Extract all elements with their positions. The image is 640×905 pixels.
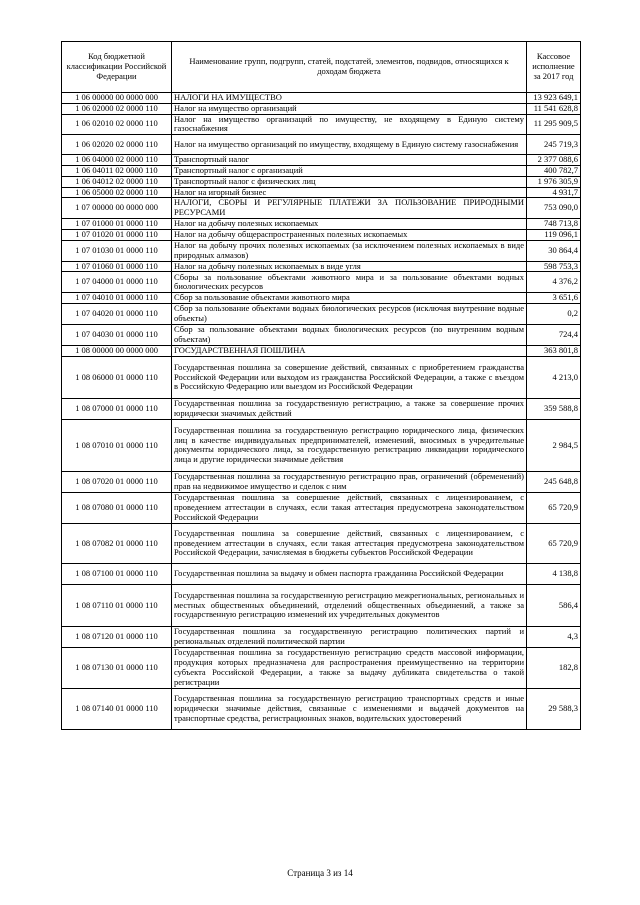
row-code: 1 08 07100 01 0000 110 (62, 563, 172, 584)
table-row (62, 584, 581, 626)
row-amount: 245 648,8 (527, 471, 581, 492)
row-amount: 65 720,9 (527, 523, 581, 563)
row-code: 1 07 04000 01 0000 110 (62, 272, 172, 293)
table-row (62, 240, 581, 261)
row-name: НАЛОГИ, СБОРЫ И РЕГУЛЯРНЫЕ ПЛАТЕЖИ ЗА ПОЛЬЗОВАНИЕ ПРИРОДНЫМИ РЕСУРСАМИ (172, 198, 527, 219)
row-amount: 13 923 649,1 (527, 93, 581, 104)
table-row (62, 419, 581, 471)
row-code: 1 06 04012 02 0000 110 (62, 176, 172, 187)
table-row (62, 103, 581, 114)
table-row (62, 398, 581, 419)
row-code: 1 08 07130 01 0000 110 (62, 647, 172, 688)
row-amount: 598 753,3 (527, 261, 581, 272)
row-amount: 119 096,1 (527, 229, 581, 240)
row-amount: 586,4 (527, 584, 581, 626)
row-name: Транспортный налог с организаций (172, 165, 527, 176)
row-name: Налог на игорный бизнес (172, 187, 527, 198)
row-amount: 29 588,3 (527, 688, 581, 729)
table-row (62, 688, 581, 729)
row-name: Сборы за пользование объектами животного мира и за пользование объектами водных биологических ресурсов (172, 272, 527, 293)
table-row (62, 93, 581, 104)
row-amount: 4 213,0 (527, 356, 581, 398)
row-name: Налог на имущество организаций (172, 103, 527, 114)
table-row (62, 261, 581, 272)
table-row (62, 114, 581, 135)
row-name: Государственная пошлина за совершение действий, связанных с приобретением гражданства Российской Федерации или выходом из гражданства Российской Федерации, а также с въездом в Российскую Федерацию или выездом из Российской Федерации (172, 356, 527, 398)
row-name: Сбор за пользование объектами животного мира (172, 293, 527, 304)
table-row (62, 356, 581, 398)
budget-revenue-table (61, 41, 581, 730)
row-name: Налог на добычу полезных ископаемых в виде угля (172, 261, 527, 272)
row-name: Налог на добычу полезных ископаемых (172, 218, 527, 229)
page-number: Страница 3 из 14 (287, 868, 353, 878)
row-amount: 753 090,0 (527, 198, 581, 219)
row-amount: 182,8 (527, 647, 581, 688)
row-amount: 359 588,8 (527, 398, 581, 419)
row-amount: 2 377 088,6 (527, 155, 581, 166)
row-amount: 400 782,7 (527, 165, 581, 176)
row-code: 1 08 07080 01 0000 110 (62, 492, 172, 523)
row-name: Государственная пошлина за государственную регистрацию транспортных средств и иные юридически значимые действия, связанные с изменениями и выдачей документов на транспортные средства, регистрационных знаков, водительских удостоверений (172, 688, 527, 729)
row-name: Налог на добычу общераспространенных полезных ископаемых (172, 229, 527, 240)
row-code: 1 08 07020 01 0000 110 (62, 471, 172, 492)
table-row (62, 647, 581, 688)
table-row (62, 176, 581, 187)
row-code: 1 08 07082 01 0000 110 (62, 523, 172, 563)
row-code: 1 08 07140 01 0000 110 (62, 688, 172, 729)
row-amount: 245 719,3 (527, 135, 581, 155)
table-row (62, 198, 581, 219)
row-name: Государственная пошлина за выдачу и обмен паспорта гражданина Российской Федерации (172, 563, 527, 584)
row-name: Государственная пошлина за государственную регистрацию политических партий и региональных отделений политической партии (172, 626, 527, 647)
row-code: 1 07 04020 01 0000 110 (62, 304, 172, 325)
row-code: 1 08 07110 01 0000 110 (62, 584, 172, 626)
table-row (62, 346, 581, 357)
row-code: 1 06 02000 02 0000 110 (62, 103, 172, 114)
row-name: Государственная пошлина за совершение действий, связанных с лицензированием, с проведением аттестации в случаях, если такая аттестация предусмотрена законодательством Российской Федерации (172, 492, 527, 523)
row-amount: 4 931,7 (527, 187, 581, 198)
row-code: 1 07 01030 01 0000 110 (62, 240, 172, 261)
row-code: 1 08 00000 00 0000 000 (62, 346, 172, 357)
row-amount: 3 651,6 (527, 293, 581, 304)
table-row (62, 135, 581, 155)
row-code: 1 07 04010 01 0000 110 (62, 293, 172, 304)
row-name: Государственная пошлина за государственную регистрацию юридического лица, физических лиц в качестве индивидуальных предпринимателей, изменений, вносимых в учредительные документы юридического лица, за государственную регистрацию ликвидации юридического лица и другие юридически значимые действия (172, 419, 527, 471)
row-amount: 30 864,4 (527, 240, 581, 261)
row-code: 1 06 02020 02 0000 110 (62, 135, 172, 155)
row-amount: 4,3 (527, 626, 581, 647)
row-code: 1 06 00000 00 0000 000 (62, 93, 172, 104)
table-row (62, 155, 581, 166)
row-name: Налог на имущество организаций по имуществу, входящему в Единую систему газоснабжения (172, 135, 527, 155)
header-amount: Кассовое исполнение за 2017 год (527, 42, 581, 93)
row-amount: 65 720,9 (527, 492, 581, 523)
row-name: Транспортный налог с физических лиц (172, 176, 527, 187)
row-name: Налог на имущество организаций по имуществу, не входящему в Единую систему газоснабжения (172, 114, 527, 135)
row-code: 1 07 00000 00 0000 000 (62, 198, 172, 219)
row-code: 1 06 04000 02 0000 110 (62, 155, 172, 166)
table-row (62, 523, 581, 563)
table-row (62, 165, 581, 176)
row-code: 1 06 05000 02 0000 110 (62, 187, 172, 198)
header-name: Наименование групп, подгрупп, статей, подстатей, элементов, подвидов, относящихся к доходам бюджета (172, 42, 527, 93)
header-code: Код бюджетной классификации Российской Федерации (62, 42, 172, 93)
row-name: ГОСУДАРСТВЕННАЯ ПОШЛИНА (172, 346, 527, 357)
row-name: Государственная пошлина за государственную регистрацию, а также за совершение прочих юридически значимых действий (172, 398, 527, 419)
row-amount: 4 376,2 (527, 272, 581, 293)
row-code: 1 07 04030 01 0000 110 (62, 325, 172, 346)
row-code: 1 07 01000 01 0000 110 (62, 218, 172, 229)
table-row (62, 471, 581, 492)
row-name: Государственная пошлина за государственную регистрацию прав, ограничений (обременений) прав на недвижимое имущество и сделок с ним (172, 471, 527, 492)
table-row (62, 229, 581, 240)
row-amount: 724,4 (527, 325, 581, 346)
table-row (62, 293, 581, 304)
row-name: Транспортный налог (172, 155, 527, 166)
row-amount: 11 295 909,5 (527, 114, 581, 135)
table-row (62, 218, 581, 229)
row-code: 1 08 07010 01 0000 110 (62, 419, 172, 471)
row-amount: 363 801,8 (527, 346, 581, 357)
row-amount: 0,2 (527, 304, 581, 325)
row-name: Сбор за пользование объектами водных биологических ресурсов (по внутренним водным объектам) (172, 325, 527, 346)
row-code: 1 08 07000 01 0000 110 (62, 398, 172, 419)
row-name: Государственная пошлина за государственную регистрацию средств массовой информации, продукция которых предназначена для распространения преимущественно на территории субъекта Российской Федерации, а также за выдачу дубликата свидетельства о такой регистрации (172, 647, 527, 688)
row-code: 1 06 04011 02 0000 110 (62, 165, 172, 176)
row-code: 1 08 07120 01 0000 110 (62, 626, 172, 647)
row-code: 1 08 06000 01 0000 110 (62, 356, 172, 398)
table-row (62, 563, 581, 584)
row-name: Государственная пошлина за государственную регистрацию межрегиональных, региональных и местных общественных объединений, отделений общественных объединений, а также за государственную регистрацию изменений их учредительных документов (172, 584, 527, 626)
row-amount: 1 976 305,9 (527, 176, 581, 187)
row-name: Государственная пошлина за совершение действий, связанных с лицензированием, с проведением аттестации в случаях, если такая аттестация предусмотрена законодательством Российской Федерации, зачисляемая в бюджеты субъектов Российской Федерации (172, 523, 527, 563)
table-header-row (62, 42, 581, 93)
row-code: 1 07 01060 01 0000 110 (62, 261, 172, 272)
table-row (62, 272, 581, 293)
table-body (62, 93, 581, 730)
row-code: 1 06 02010 02 0000 110 (62, 114, 172, 135)
row-name: Сбор за пользование объектами водных биологических ресурсов (исключая внутренние водные объекты) (172, 304, 527, 325)
table-row (62, 187, 581, 198)
table-row (62, 325, 581, 346)
table-row (62, 626, 581, 647)
row-name: НАЛОГИ НА ИМУЩЕСТВО (172, 93, 527, 104)
row-code: 1 07 01020 01 0000 110 (62, 229, 172, 240)
row-amount: 2 984,5 (527, 419, 581, 471)
table-row (62, 492, 581, 523)
row-amount: 748 713,8 (527, 218, 581, 229)
row-amount: 11 541 628,8 (527, 103, 581, 114)
row-name: Налог на добычу прочих полезных ископаемых (за исключением полезных ископаемых в виде природных алмазов) (172, 240, 527, 261)
row-amount: 4 138,8 (527, 563, 581, 584)
table-row (62, 304, 581, 325)
